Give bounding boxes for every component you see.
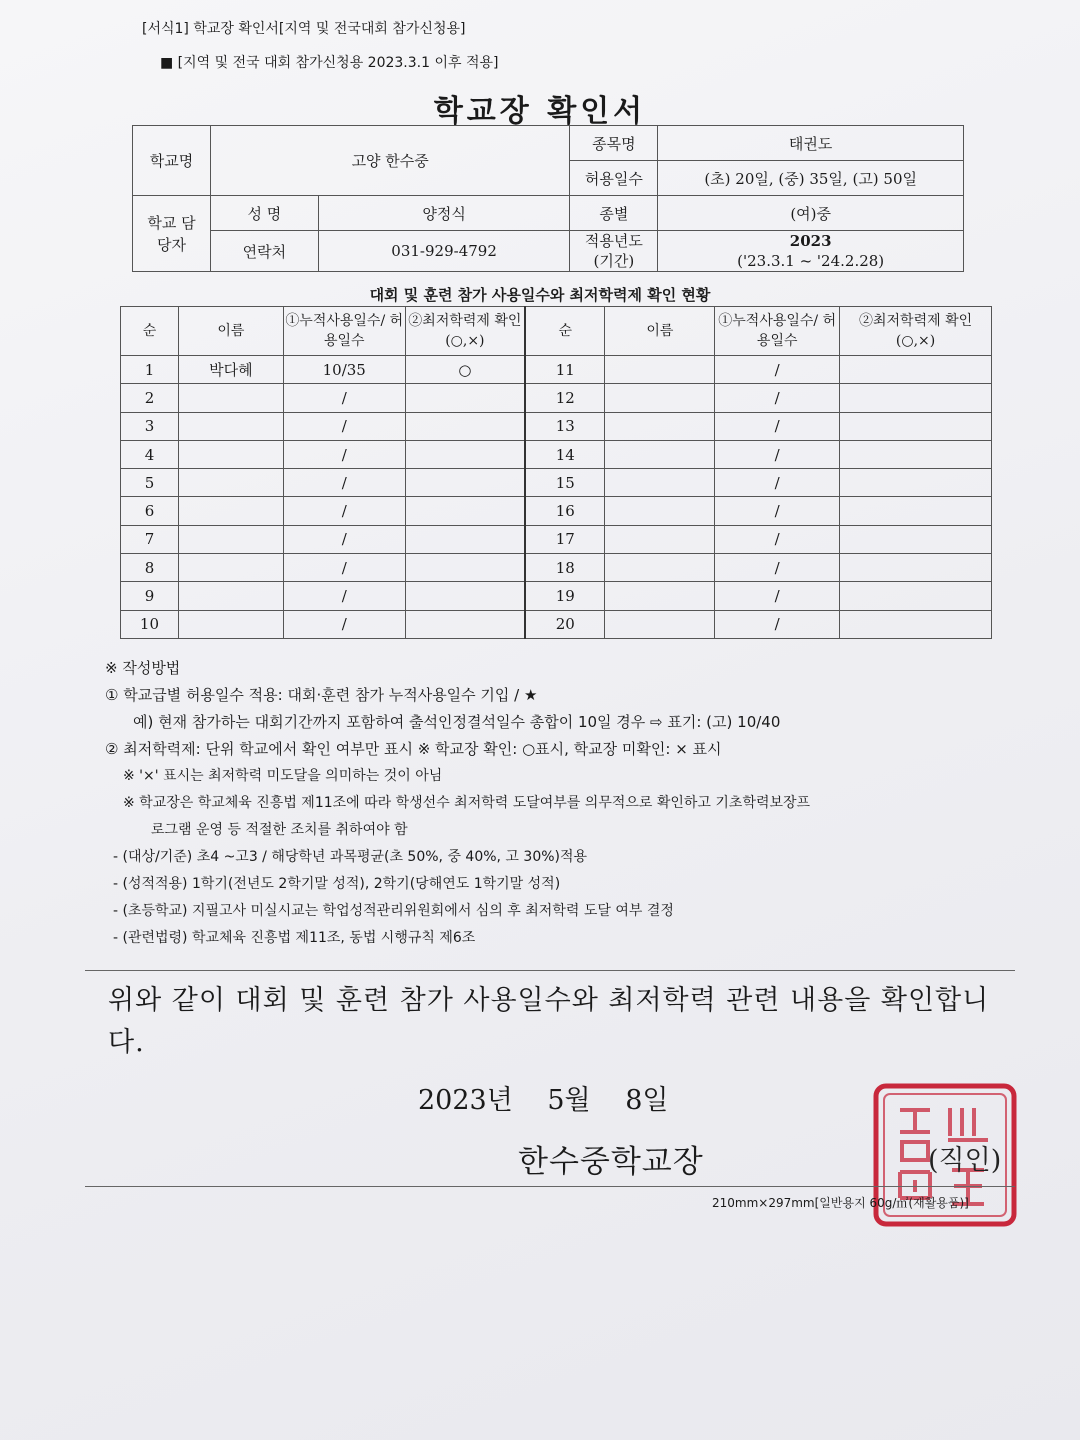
row-check: [840, 412, 992, 440]
period-value: ('23.3.1 ~ '24.2.28): [737, 252, 885, 270]
row-days: /: [715, 610, 840, 638]
row-name: [605, 469, 715, 497]
row-name: [178, 582, 283, 610]
row-check: [840, 469, 992, 497]
row-check: [840, 525, 992, 553]
row-days: /: [283, 610, 405, 638]
table-row: [121, 384, 992, 412]
instruction-line: - (성적적용) 1학기(전년도 2학기말 성적), 2학기(당해연도 1학기말 성적): [113, 876, 561, 892]
table-row: [121, 582, 992, 610]
table-row: [121, 525, 992, 553]
row-days: /: [283, 469, 405, 497]
row-name: [605, 356, 715, 384]
row-days: /: [715, 469, 840, 497]
row-no: 14: [525, 440, 605, 468]
header-no: 순: [525, 307, 605, 356]
row-check: [840, 384, 992, 412]
table-row: [121, 497, 992, 525]
row-days: /: [283, 497, 405, 525]
instruction-line: - (초등학교) 지필고사 미실시교는 학업성적관리위원회에서 심의 후 최저학력 도달 여부 결정: [113, 903, 674, 919]
row-name: 박다혜: [178, 356, 283, 384]
row-name: [178, 610, 283, 638]
row-name: [605, 554, 715, 582]
instruction-line: ① 학교급별 허용일수 적용: 대회·훈련 참가 누적사용일수 기입 / ★: [105, 686, 538, 704]
table-row: [121, 412, 992, 440]
school-value: 고양 한수중: [210, 126, 570, 196]
row-no: 2: [121, 384, 179, 412]
row-no: 11: [525, 356, 605, 384]
row-check: [405, 469, 525, 497]
row-name: [178, 497, 283, 525]
row-name: [605, 440, 715, 468]
instruction-line: - (관련법령) 학교체육 진흥법 제11조, 동법 시행규칙 제6조: [113, 930, 476, 946]
instruction-line: - (대상/기준) 초4 ~고3 / 해당학년 과목평균(초 50%, 중 40%, 고 30%)적용: [113, 849, 588, 865]
row-no: 3: [121, 412, 179, 440]
row-no: 10: [121, 610, 179, 638]
name-label: 성 명: [210, 196, 318, 231]
allowed-days-label: 허용일수: [570, 161, 658, 196]
section-title: 대회 및 훈련 참가 사용일수와 최저학력제 확인 현황: [369, 286, 711, 304]
row-no: 8: [121, 554, 179, 582]
info-table: [132, 125, 964, 272]
row-name: [605, 412, 715, 440]
row-name: [605, 610, 715, 638]
row-days: /: [283, 412, 405, 440]
row-no: 15: [525, 469, 605, 497]
row-days: /: [715, 554, 840, 582]
row-days: 10/35: [283, 356, 405, 384]
instruction-line: ② 최저학력제: 단위 학교에서 확인 여부만 표시 ※ 학교장 확인: ○표시, 학교장 미확인: × 표시: [105, 740, 722, 758]
document-title: 학교장 확인서: [433, 94, 647, 129]
row-name: [178, 412, 283, 440]
row-check: [405, 440, 525, 468]
row-name: [605, 384, 715, 412]
year-label: 적용년도 (기간): [570, 231, 658, 272]
row-check: [405, 497, 525, 525]
row-no: 19: [525, 582, 605, 610]
row-check: [405, 610, 525, 638]
participation-table: [120, 306, 992, 639]
row-days: /: [715, 356, 840, 384]
row-check: [840, 610, 992, 638]
sport-label: 종목명: [570, 126, 658, 161]
sport-value: 태권도: [658, 126, 964, 161]
row-no: 5: [121, 469, 179, 497]
row-name: [178, 469, 283, 497]
table-row: [121, 440, 992, 468]
header-days: ①누적사용일수/ 허용일수: [283, 307, 405, 356]
row-check: [840, 440, 992, 468]
instruction-line: 예) 현재 참가하는 대회기간까지 포함하여 출석인정결석일수 총합이 10일 경우 ⇨ 표기: (고) 10/40: [133, 713, 781, 731]
table-row: [121, 610, 992, 638]
instruction-line: ※ 학교장은 학교체육 진흥법 제11조에 따라 학생선수 최저학력 도달여부를 의무적으로 확인하고 기초학력보장프: [123, 795, 811, 811]
row-days: /: [283, 440, 405, 468]
row-name: [605, 497, 715, 525]
row-no: 13: [525, 412, 605, 440]
row-name: [178, 525, 283, 553]
table-header-row: [121, 307, 992, 356]
apply-date-line: ■ [지역 및 전국 대회 참가신청용 2023.3.1 이후 적용]: [160, 55, 499, 71]
paper-spec-footer: 210mm×297mm[일반용지 60g/㎡(재활용품)]: [712, 1196, 969, 1210]
row-days: /: [715, 525, 840, 553]
row-no: 18: [525, 554, 605, 582]
row-name: [178, 440, 283, 468]
name-value: 양정식: [318, 196, 570, 231]
table-row: [121, 356, 992, 384]
writing-instructions: [105, 655, 1035, 952]
instruction-line: 로그램 운영 등 적절한 조치를 취하여야 함: [151, 822, 408, 838]
row-name: [178, 384, 283, 412]
gender-value: (여)중: [658, 196, 964, 231]
row-no: 17: [525, 525, 605, 553]
row-check: [840, 356, 992, 384]
instruction-line: ※ 작성방법: [105, 659, 181, 677]
header-check: ②최저학력제 확인(○,×): [840, 307, 992, 356]
header-days: ①누적사용일수/ 허용일수: [715, 307, 840, 356]
row-no: 1: [121, 356, 179, 384]
school-label: 학교명: [133, 126, 211, 196]
row-days: /: [715, 440, 840, 468]
header-check: ②최저학력제 확인(○,×): [405, 307, 525, 356]
row-check: [405, 384, 525, 412]
row-no: 6: [121, 497, 179, 525]
row-days: /: [715, 497, 840, 525]
signature-date: 2023년 5월 8일: [418, 1085, 669, 1116]
allowed-days-value: (초) 20일, (중) 35일, (고) 50일: [658, 161, 964, 196]
confirmation-statement: 위와 같이 대회 및 훈련 참가 사용일수와 최저학력 관련 내용을 확인합니다.: [108, 985, 990, 1058]
instruction-line: ※ '×' 표시는 최저학력 미도달을 의미하는 것이 아님: [123, 768, 443, 784]
row-check: [405, 412, 525, 440]
row-no: 12: [525, 384, 605, 412]
row-no: 7: [121, 525, 179, 553]
row-check: [405, 554, 525, 582]
row-check: ○: [405, 356, 525, 384]
header-name: 이름: [178, 307, 283, 356]
row-check: [405, 525, 525, 553]
row-check: [405, 582, 525, 610]
manager-label: 학교 담당자: [133, 196, 211, 272]
row-no: 4: [121, 440, 179, 468]
principal-title: 한수중학교장: [518, 1144, 704, 1180]
row-name: [605, 525, 715, 553]
row-no: 20: [525, 610, 605, 638]
row-check: [840, 497, 992, 525]
row-days: /: [283, 582, 405, 610]
row-days: /: [283, 554, 405, 582]
row-days: /: [283, 525, 405, 553]
table-row: [121, 469, 992, 497]
contact-label: 연락처: [210, 231, 318, 272]
year-cell: [658, 231, 964, 272]
row-check: [840, 582, 992, 610]
row-no: 16: [525, 497, 605, 525]
row-days: /: [715, 582, 840, 610]
table-row: [121, 554, 992, 582]
contact-value: 031-929-4792: [318, 231, 570, 272]
header-no: 순: [121, 307, 179, 356]
form-number-line: [서식1] 학교장 확인서[지역 및 전국대회 참가신청용]: [142, 21, 466, 37]
year-value: 2023: [789, 232, 832, 250]
row-check: [840, 554, 992, 582]
row-name: [605, 582, 715, 610]
row-no: 9: [121, 582, 179, 610]
seal-label: (직인): [928, 1145, 1002, 1176]
row-name: [178, 554, 283, 582]
gender-label: 종별: [570, 196, 658, 231]
divider-line: [85, 970, 1015, 971]
row-days: /: [715, 412, 840, 440]
header-name: 이름: [605, 307, 715, 356]
row-days: /: [283, 384, 405, 412]
row-days: /: [715, 384, 840, 412]
footer-divider: [85, 1186, 1015, 1187]
